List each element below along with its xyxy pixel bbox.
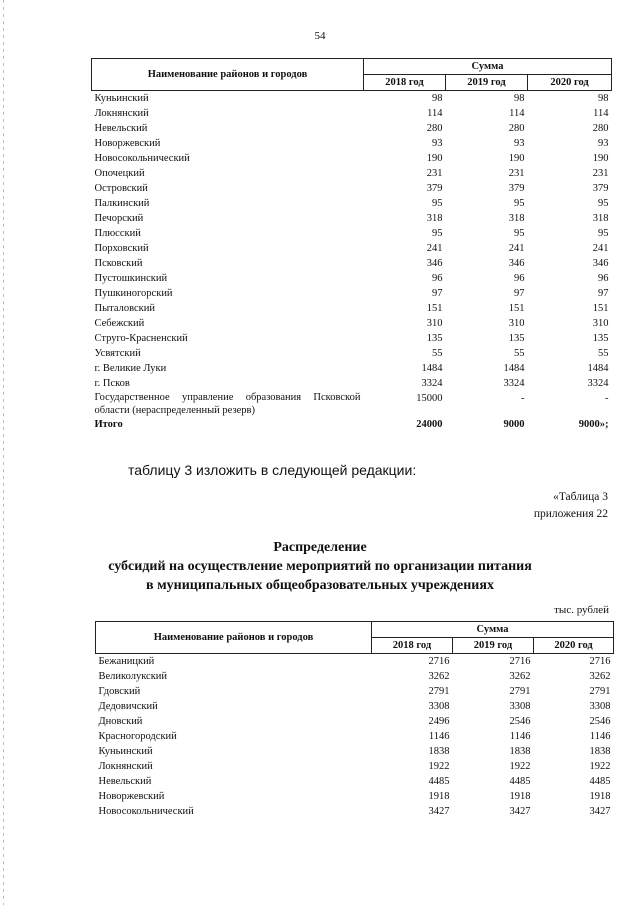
table-2-value-2018: 4485 [428,776,450,787]
table-row [92,136,612,151]
table-2-value-2020: 1918 [589,791,611,802]
table-1-district-name: Новоржевский [94,138,161,149]
table-1-value-2020: 96 [598,273,609,284]
table-row [92,256,612,271]
table-1-district-name: г. Псков [94,378,130,389]
table-2-value-2020: 3308 [589,701,611,712]
table-2-district-name: Бежаницкий [98,656,155,667]
table-1-value-2019: 1484 [503,363,525,374]
table-2-value-2018: 3308 [428,701,450,712]
table-1-value-2019: 318 [508,213,525,224]
table-row [92,106,612,121]
table-1-value-2018: 95 [432,198,443,209]
table-row [96,804,614,819]
table-1-value-2019: 135 [508,333,525,344]
reserve-2018: 15000 [416,393,443,404]
table-row [92,241,612,256]
table-2-value-2020: 1838 [589,746,611,757]
table-2-value-2019: 2546 [509,716,531,727]
table-1-header-name: Наименование районов и городов [92,59,364,91]
table-2-value-2020: 2791 [589,686,611,697]
table-1-district-name: Куньинский [94,93,149,104]
total-2018: 24000 [416,419,443,430]
table-reference-line-2: приложения 22 [533,508,608,520]
table-1-district-name: Локнянский [94,108,149,119]
table-1-district-name: Порховский [94,243,149,254]
table-2-district-name: Куньинский [98,746,153,757]
table-1-value-2020: 114 [593,108,609,119]
table-1-value-2018: 231 [426,168,443,179]
table-1-value-2020: 95 [598,228,609,239]
table-2-value-2018: 1922 [428,761,450,772]
table-1-value-2018: 310 [426,318,443,329]
table-1-district-name: г. Великие Луки [94,363,167,374]
table-2-district-name: Гдовский [98,686,141,697]
table-1-value-2018: 93 [432,138,443,149]
table-1-year-2019: 2019 год [446,75,528,91]
table-2-district-name: Невельский [98,776,152,787]
table-1-value-2018: 190 [426,153,443,164]
title-line-1: Распределение [273,540,367,555]
table-2-value-2020: 1146 [589,731,611,742]
table-1-district-name: Пушкиногорский [94,288,173,299]
table-2-value-2020: 4485 [589,776,611,787]
table-2-value-2018: 3262 [428,671,450,682]
table-1-value-2019: 3324 [503,378,525,389]
table-1-district-name: Невельский [94,123,148,134]
table-1-year-2018: 2018 год [364,75,446,91]
table-1-value-2019: 310 [508,318,525,329]
table-1-value-2019: 346 [508,258,525,269]
table-row [92,91,612,107]
table-1-value-2019: 96 [514,273,525,284]
total-label: Итого [94,419,123,430]
table-1-value-2020: 151 [592,303,609,314]
table-1-value-2019: 231 [508,168,525,179]
table-2-district-name: Локнянский [98,761,153,772]
table-row [96,744,614,759]
table-1-district-name: Опочецкий [94,168,145,179]
table-1-value-2018: 55 [432,348,443,359]
title-line-3: в муниципальных общеобразовательных учреждениях [146,578,494,593]
table-1-value-2019: 114 [509,108,525,119]
table-1-header-sum: Сумма [364,59,612,75]
table-2-value-2018: 3427 [428,806,450,817]
table-2-value-2019: 2791 [509,686,531,697]
table-1-district-name: Псковский [94,258,143,269]
table-row [96,669,614,684]
table-row [92,316,612,331]
table-1-district-name: Островский [94,183,148,194]
table-2-value-2019: 1922 [509,761,531,772]
table-row [92,226,612,241]
table-1-total-row [92,417,612,432]
table-1-year-2020: 2020 год [528,75,612,91]
table-1-value-2020: 3324 [587,378,609,389]
table-1 [91,58,612,432]
table-2-value-2019: 1838 [509,746,531,757]
table-reference-line-1: «Таблица 3 [553,491,608,503]
table-row [92,181,612,196]
table-2-value-2019: 1146 [509,731,531,742]
units-label: тыс. рублей [554,604,609,616]
table-row [92,301,612,316]
table-1-district-name: Усвятский [94,348,141,359]
table-2-district-name: Красногородский [98,731,177,742]
table-2-value-2020: 2716 [589,656,611,667]
table-2-year-2018: 2018 год [372,638,453,654]
table-1-value-2018: 379 [426,183,443,194]
table-1-district-name: Пустошкинский [94,273,168,284]
table-1-value-2018: 151 [426,303,443,314]
table-1-value-2018: 97 [432,288,443,299]
table-1-value-2018: 135 [426,333,443,344]
table-1-district-name: Новосокольнический [94,153,190,164]
table-row [92,121,612,136]
table-2-value-2020: 2546 [589,716,611,727]
table-row [92,376,612,391]
table-row [92,271,612,286]
table-row [96,654,614,670]
table-1-value-2020: 95 [598,198,609,209]
table-1-district-name: Себежский [94,318,145,329]
table-row [92,346,612,361]
table-row [96,774,614,789]
table-1-value-2018: 241 [426,243,443,254]
table-2-value-2018: 2791 [428,686,450,697]
table-2-district-name: Дновский [98,716,143,727]
table-1-value-2019: 98 [514,93,525,104]
table-1-value-2018: 346 [426,258,443,269]
table-row [96,789,614,804]
table-1-value-2019: 280 [508,123,525,134]
total-2020: 9000»; [578,419,609,430]
table-1-value-2018: 1484 [421,363,443,374]
table-2-value-2018: 1838 [428,746,450,757]
table-1-value-2018: 3324 [421,378,443,389]
table-1-value-2018: 96 [432,273,443,284]
reserve-name: Государственное управление образования Псковской области (нераспределенный резерв) [94,392,361,416]
table-row [92,361,612,376]
table-2-value-2018: 2496 [428,716,450,727]
table-1-value-2020: 346 [592,258,609,269]
table-1-value-2018: 95 [432,228,443,239]
table-row [92,331,612,346]
table-2-value-2019: 3427 [509,806,531,817]
table-row [96,714,614,729]
table-1-value-2019: 97 [514,288,525,299]
instruction-paragraph: таблицу 3 изложить в следующей редакции: [128,462,417,478]
table-1-value-2020: 1484 [587,363,609,374]
table-row [92,166,612,181]
table-2-value-2019: 2716 [509,656,531,667]
table-1-value-2018: 98 [432,93,443,104]
table-1-value-2019: 151 [508,303,525,314]
table-row [92,196,612,211]
table-2 [95,621,614,819]
table-2-value-2018: 2716 [428,656,450,667]
table-2-value-2020: 3427 [589,806,611,817]
table-2-value-2018: 1146 [428,731,450,742]
table-1-value-2020: 97 [598,288,609,299]
table-1-value-2020: 98 [598,93,609,104]
table-2-year-2019: 2019 год [453,638,534,654]
table-1-value-2019: 93 [514,138,525,149]
table-1-value-2019: 241 [508,243,525,254]
table-1-district-name: Плюсский [94,228,141,239]
total-2019: 9000 [503,419,525,430]
reserve-2020: - [605,393,609,404]
table-2-value-2020: 1922 [589,761,611,772]
table-row [92,211,612,226]
table-1-value-2020: 55 [598,348,609,359]
table-1-value-2019: 190 [508,153,525,164]
table-1-reserve-row [92,391,612,417]
table-1-footer [92,391,612,432]
table-row [96,759,614,774]
reserve-2019: - [521,393,525,404]
table-1-body [92,91,612,392]
table-2-value-2019: 4485 [509,776,531,787]
table-1-value-2020: 190 [592,153,609,164]
table-1-district-name: Струго-Красненский [94,333,188,344]
table-1-value-2020: 379 [592,183,609,194]
table-1-value-2018: 114 [427,108,443,119]
table-2-header-name: Наименование районов и городов [96,622,372,654]
table-2-district-name: Великолукский [98,671,168,682]
table-2-district-name: Новоржевский [98,791,165,802]
table-1-value-2020: 241 [592,243,609,254]
table-1-district-name: Пыталовский [94,303,155,314]
table-2-value-2019: 3262 [509,671,531,682]
table-1-value-2020: 280 [592,123,609,134]
table-2-value-2019: 3308 [509,701,531,712]
table-1-value-2019: 95 [514,228,525,239]
table-2-value-2019: 1918 [509,791,531,802]
table-1-district-name: Печорский [94,213,144,224]
table-1-value-2019: 379 [508,183,525,194]
scan-edge [3,0,4,905]
table-1-value-2019: 55 [514,348,525,359]
table-1-value-2020: 93 [598,138,609,149]
table-row [96,684,614,699]
page-number: 54 [314,30,326,42]
table-1-value-2018: 280 [426,123,443,134]
table-2-value-2020: 3262 [589,671,611,682]
table-2-header-sum: Сумма [372,622,614,638]
table-1-value-2020: 231 [592,168,609,179]
table-2-value-2018: 1918 [428,791,450,802]
table-2-year-2020: 2020 год [534,638,614,654]
table-2-district-name: Новосокольнический [98,806,194,817]
table-1-value-2018: 318 [426,213,443,224]
table-row [96,729,614,744]
table-1-value-2020: 318 [592,213,609,224]
table-row [96,699,614,714]
table-1-value-2020: 135 [592,333,609,344]
table-row [92,286,612,301]
table-1-value-2020: 310 [592,318,609,329]
table-1-district-name: Палкинский [94,198,150,209]
table-2-district-name: Дедовичский [98,701,158,712]
table-row [92,151,612,166]
table-1-value-2019: 95 [514,198,525,209]
title-line-2: субсидий на осуществление мероприятий по организации питания [108,559,532,574]
table-2-body [96,654,614,820]
